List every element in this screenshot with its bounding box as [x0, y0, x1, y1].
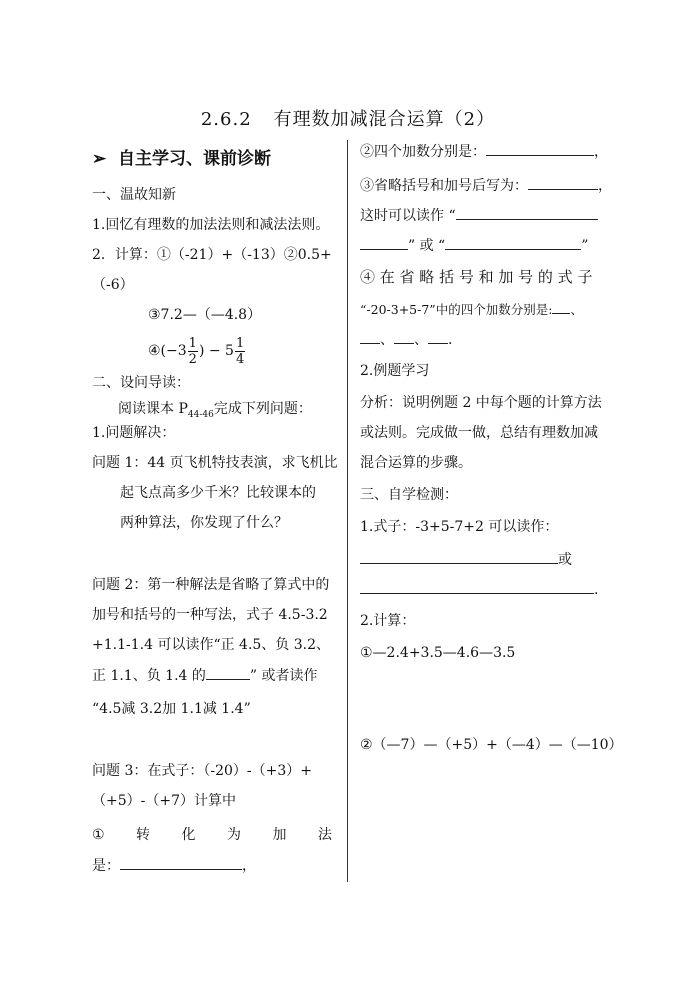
answer-blank[interactable]: [445, 236, 581, 250]
answer-blank[interactable]: [360, 330, 380, 344]
review-item-2-line1: 2．计算：①（-21）+（-13）②0.5+: [92, 247, 332, 263]
r-item4-line3: 、 、 .: [360, 330, 452, 349]
r-omit-brackets: ③省略括号和加号后写为： ，: [360, 178, 612, 194]
part3-heading: 三、自学检测：: [360, 487, 458, 503]
check-item1: 1.式子：-3+5-7+2 可以读作：: [360, 519, 559, 535]
q3-line4: 是： ，: [92, 858, 256, 874]
column-divider: [347, 140, 348, 882]
problem-heading: 1.问题解决：: [92, 425, 176, 441]
r-analysis-line3: 混合运算的步骤。: [360, 455, 472, 471]
answer-blank[interactable]: [528, 176, 598, 190]
reading-instruction: 阅读课本 $P_{44-46}$完成下列问题：: [118, 401, 312, 420]
answer-blank[interactable]: [486, 142, 594, 156]
check-item2-problem2: ②（—7）—（+5）+（—4）—（—10）: [360, 737, 623, 753]
answer-blank[interactable]: [456, 206, 598, 220]
review-item-2-line2: （-6）: [92, 277, 134, 293]
q2-line4: 正 1.1、负 1.4 的 ” 或者读作: [92, 668, 318, 684]
q3-line2: （+5）-（+7）计算中: [92, 793, 237, 809]
r-read-as-line1: 这时可以读作 “: [360, 206, 598, 225]
q1-line2: 起飞点高多少千米？比较课本的: [120, 485, 316, 501]
r-analysis-line1: 分析：说明例题 2 中每个题的计算方法: [360, 395, 602, 411]
answer-blank[interactable]: [120, 856, 242, 870]
review-item-2-3: ③7.2—（—4.8）: [148, 307, 262, 323]
r-item4-line1: ④ 在 省 略 括 号 和 加 号 的 式 子: [360, 268, 593, 286]
q3-line3: ① 转 化 为 加 法: [92, 827, 332, 843]
check-item2-problem1: ①—2.4+3.5—4.6—3.5: [360, 645, 516, 661]
r-item4-line2: “-20-3+5-7”中的四个加数分别是: 、: [360, 302, 583, 317]
answer-blank[interactable]: [428, 330, 448, 344]
answer-blank[interactable]: [552, 300, 570, 314]
check-item2-heading: 2.计算：: [360, 613, 416, 629]
q1-line3: 两种算法，你发现了什么？: [120, 515, 288, 531]
answer-blank[interactable]: [394, 330, 414, 344]
q1-line1: 问题 1：44 页飞机特技表演，求飞机比: [92, 455, 338, 471]
title-number: 2.6.2: [200, 109, 252, 130]
review-item-1: 1.回忆有理数的加法法则和减法法则。: [92, 217, 330, 233]
fraction-one-half: $\frac{1}{2}$: [188, 335, 197, 367]
review-item-2-4: ④(−3 $\frac{1}{2}$ ) − 5 $\frac{1}{4}$: [148, 335, 245, 367]
q2-line3: +1.1-1.4 可以读作“正 4.5、负 3.2、: [92, 637, 331, 653]
part2-heading: 二、设问导读：: [92, 375, 190, 391]
arrow-bullet-icon: ➢: [92, 149, 107, 169]
section-heading: ➢ 自主学习、课前诊断: [92, 149, 271, 169]
r-four-addends: ②四个加数分别是： ，: [360, 144, 608, 160]
answer-blank[interactable]: [360, 236, 408, 250]
r-analysis-line2: 或法则。完成做一做，总结有理数加减: [360, 425, 598, 441]
fraction-one-quarter: $\frac{1}{4}$: [235, 335, 245, 367]
answer-blank[interactable]: [360, 580, 594, 594]
part1-heading: 一、温故知新: [92, 187, 176, 203]
r-read-as-line2: ” 或 “ ”: [360, 236, 588, 255]
check-item1-blank1: 或: [360, 550, 572, 569]
title-text: 有理数加减混合运算（2）: [273, 109, 496, 130]
q2-line2: 加号和括号的一种写法，式子 4.5-3.2: [92, 607, 328, 623]
q2-line1: 问题 2：第一种解法是省略了算式中的: [92, 577, 330, 593]
q2-line5: “4.5减 3.2加 1.1减 1.4”: [92, 701, 251, 717]
answer-blank[interactable]: [206, 666, 250, 680]
answer-blank[interactable]: [360, 550, 558, 564]
q3-line1: 问题 3：在式子：（-20）-（+3）+: [92, 763, 313, 779]
r-example-heading: 2.例题学习: [360, 363, 430, 379]
page-title: [0, 105, 696, 131]
check-item1-blank2: .: [360, 580, 598, 599]
